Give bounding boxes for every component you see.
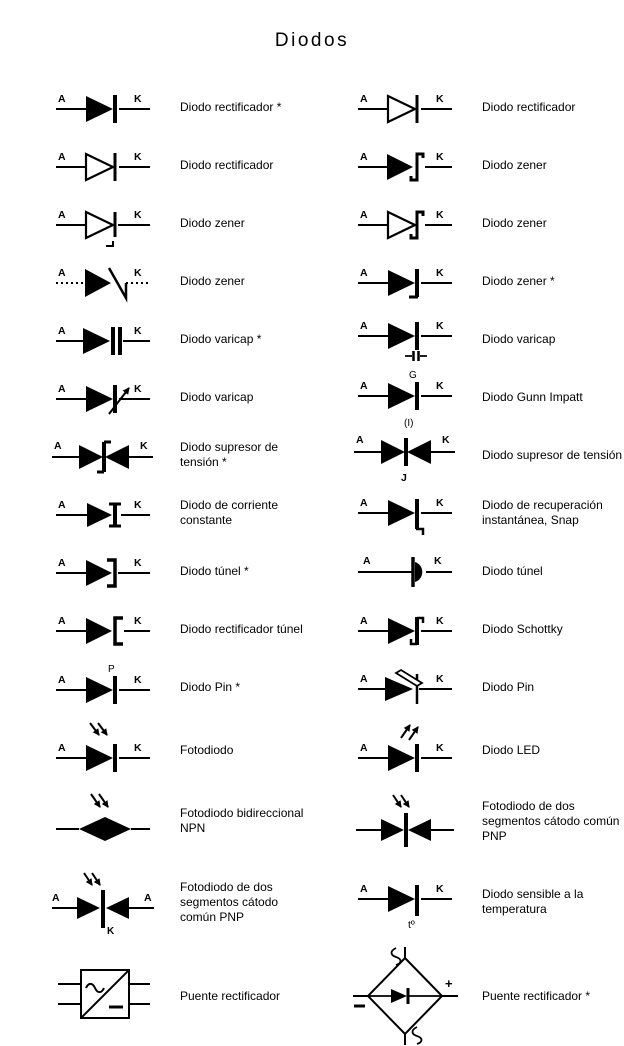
grid-row bbox=[0, 194, 624, 252]
grid-row bbox=[0, 310, 624, 368]
symbol-label: Diodo rectificador bbox=[482, 99, 576, 114]
anode-label: A bbox=[363, 555, 371, 567]
anode-label: A bbox=[58, 615, 66, 627]
two-segment-photodiode-symbol bbox=[350, 790, 460, 852]
cathode-label: K bbox=[134, 499, 142, 511]
symbol-label: Diodo de recuperación instantánea, Snap bbox=[482, 498, 603, 527]
grid-row bbox=[0, 858, 624, 946]
grid-row bbox=[0, 600, 624, 658]
symbol-label: Diodo zener * bbox=[482, 273, 555, 288]
bidirectional-photodiode-rhombus-symbol bbox=[48, 791, 158, 851]
cathode-label: K bbox=[134, 325, 142, 337]
cathode-label: K bbox=[434, 555, 442, 567]
symbol-label: Puente rectificador * bbox=[482, 988, 591, 1003]
cathode-label: K bbox=[436, 151, 444, 163]
constant-current-diode-symbol bbox=[48, 489, 158, 537]
symbol-label: Diodo LED bbox=[482, 742, 541, 757]
grid-row bbox=[0, 658, 624, 716]
anode-label: A bbox=[58, 93, 66, 105]
anode-label: A bbox=[58, 557, 66, 569]
anode-label: A bbox=[360, 209, 368, 221]
cathode-label: K bbox=[134, 742, 142, 754]
symbol-label: Diodo supresor de tensión * bbox=[180, 440, 279, 469]
ac-sine-mark bbox=[413, 1027, 422, 1044]
grid-row bbox=[0, 784, 624, 858]
symbol-label: Diodo varicap * bbox=[180, 331, 262, 346]
anode-label: A bbox=[58, 742, 66, 754]
led-diode-symbol bbox=[350, 720, 460, 780]
symbol-label: Fotodiodo bidireccional NPN bbox=[180, 806, 304, 835]
cathode-label: K bbox=[436, 320, 444, 332]
grid-row bbox=[0, 946, 624, 1046]
page-title: Diodos bbox=[274, 30, 350, 51]
anode-label: A bbox=[52, 892, 60, 904]
bridge-rectifier-diamond-symbol bbox=[350, 946, 460, 1046]
anode-label: A bbox=[58, 325, 66, 337]
diode-rectifier-outline-symbol bbox=[350, 83, 460, 131]
grid-row bbox=[0, 368, 624, 426]
grid-row bbox=[0, 426, 624, 484]
grid-row bbox=[0, 484, 624, 542]
cathode-label: K bbox=[436, 883, 444, 895]
anode-label: A bbox=[360, 742, 368, 754]
cathode-label: K bbox=[436, 267, 444, 279]
symbol-label: Puente rectificador bbox=[180, 988, 281, 1003]
anode-label: A bbox=[58, 151, 66, 163]
varicap-capacitor-below-symbol bbox=[350, 310, 460, 368]
grid-row bbox=[0, 78, 624, 136]
zener-outline-s-bar-symbol bbox=[350, 199, 460, 247]
symbol-label: Diodo zener bbox=[482, 157, 547, 172]
anode-label: A bbox=[360, 93, 368, 105]
cathode-label: K bbox=[442, 434, 450, 446]
anode-label: A bbox=[360, 615, 368, 627]
anode-label: A bbox=[360, 497, 368, 509]
anode-label: A bbox=[360, 320, 368, 332]
p-region-label: P bbox=[108, 664, 115, 675]
pin-diode-p-mark-symbol bbox=[48, 662, 158, 712]
photodiode-symbol bbox=[48, 720, 158, 780]
anode-label: A bbox=[360, 883, 368, 895]
anode-label: A bbox=[58, 267, 66, 279]
tunnel-diode-half-disc-symbol bbox=[350, 546, 460, 596]
anode-label: A bbox=[356, 434, 364, 446]
cathode-label: K bbox=[134, 557, 142, 569]
zener-bent-bar-dashed-leads-symbol bbox=[48, 257, 158, 305]
symbol-label: Diodo zener bbox=[180, 273, 245, 288]
ac-sine-mark bbox=[392, 948, 401, 965]
cathode-label: K bbox=[436, 673, 444, 685]
symbol-label: Diodo varicap bbox=[482, 331, 556, 346]
grid-row bbox=[0, 252, 624, 310]
temperature-sensitive-diode-symbol bbox=[350, 873, 460, 931]
symbol-label: Diodo sensible a la temperatura bbox=[482, 887, 584, 916]
symbol-label: Diodo rectificador * bbox=[180, 99, 282, 114]
cathode-label: K bbox=[436, 615, 444, 627]
current-i-label: (I) bbox=[404, 418, 414, 428]
symbol-label: Diodo Pin * bbox=[180, 679, 241, 694]
pin-diode-band-symbol bbox=[350, 663, 460, 711]
diode-rectifier-filled-symbol bbox=[48, 83, 158, 131]
grid-row bbox=[0, 542, 624, 600]
symbol-label: Fotodiodo de dos segmentos cátodo común PNP bbox=[482, 798, 620, 843]
cathode-label: K bbox=[134, 267, 142, 279]
temp-mark-label: tº bbox=[408, 919, 415, 931]
tunnel-rectifier-bracket-right-symbol bbox=[48, 605, 158, 653]
anode-label: A bbox=[58, 209, 66, 221]
cathode-label: K bbox=[436, 742, 444, 754]
j-mark-label: J bbox=[401, 472, 407, 484]
anode-label: A bbox=[58, 674, 66, 686]
grid-row bbox=[0, 716, 624, 784]
cathode-label: K bbox=[436, 380, 444, 392]
anode-label: A bbox=[54, 440, 62, 452]
zener-filled-bottom-hook-symbol bbox=[350, 257, 460, 305]
bridge-rectifier-box-symbol bbox=[48, 964, 158, 1028]
symbol-label: Fotodiodo bbox=[180, 742, 234, 757]
cathode-label: K bbox=[436, 497, 444, 509]
symbol-label: Diodo supresor de tensión bbox=[482, 447, 623, 462]
cathode-label: K bbox=[134, 615, 142, 627]
symbol-label: Diodo rectificador bbox=[180, 157, 274, 172]
gunn-impatt-diode-symbol bbox=[350, 366, 460, 428]
anode-label: A bbox=[144, 892, 152, 904]
anode-label: A bbox=[58, 383, 66, 395]
cathode-label: K bbox=[436, 209, 444, 221]
snap-recovery-diode-symbol bbox=[350, 487, 460, 539]
zener-filled-s-bar-symbol bbox=[350, 141, 460, 189]
diode-rectifier-outline-symbol bbox=[48, 141, 158, 189]
anode-label: A bbox=[360, 380, 368, 392]
symbol-label: Diodo varicap bbox=[180, 389, 254, 404]
symbol-label: Diodo rectificador túnel bbox=[180, 621, 303, 636]
symbol-label: Diodo zener bbox=[180, 215, 245, 230]
two-segment-photodiode-labeled-symbol bbox=[48, 868, 158, 936]
tvs-suppressor-s-bar-symbol bbox=[48, 431, 158, 479]
tvs-suppressor-j-symbol bbox=[350, 426, 460, 484]
anode-label: A bbox=[360, 673, 368, 685]
symbol-label: Fotodiodo de dos segmentos cátodo común PNP bbox=[180, 879, 279, 924]
zener-outline-j-hook-symbol bbox=[48, 199, 158, 247]
grid-row bbox=[0, 136, 624, 194]
symbol-label: Diodo túnel bbox=[482, 563, 543, 578]
symbol-label: Diodo de corriente constante bbox=[180, 498, 279, 527]
symbol-grid bbox=[0, 78, 624, 1046]
anode-label: A bbox=[360, 267, 368, 279]
symbol-label: Diodo zener bbox=[482, 215, 547, 230]
anode-label: A bbox=[58, 499, 66, 511]
varicap-arrow-symbol bbox=[48, 373, 158, 421]
cathode-label: K bbox=[436, 93, 444, 105]
symbol-label: Diodo Gunn Impatt bbox=[482, 389, 583, 404]
varicap-double-bar-symbol bbox=[48, 315, 158, 363]
symbol-label: Diodo Schottky bbox=[482, 621, 563, 636]
symbol-label: Diodo Pin bbox=[482, 679, 535, 694]
gate-label: G bbox=[409, 370, 417, 381]
anode-label: A bbox=[360, 151, 368, 163]
cathode-label: K bbox=[134, 383, 142, 395]
symbol-label: Diodo túnel * bbox=[180, 563, 249, 578]
plus-mark: + bbox=[445, 976, 453, 991]
cathode-label: K bbox=[134, 209, 142, 221]
tunnel-diode-bracket-left-symbol bbox=[48, 547, 158, 595]
cathode-label: K bbox=[107, 926, 115, 936]
cathode-label: K bbox=[140, 440, 148, 452]
cathode-label: K bbox=[134, 93, 142, 105]
schottky-diode-symbol bbox=[350, 605, 460, 653]
cathode-label: K bbox=[134, 151, 142, 163]
cathode-label: K bbox=[134, 674, 142, 686]
